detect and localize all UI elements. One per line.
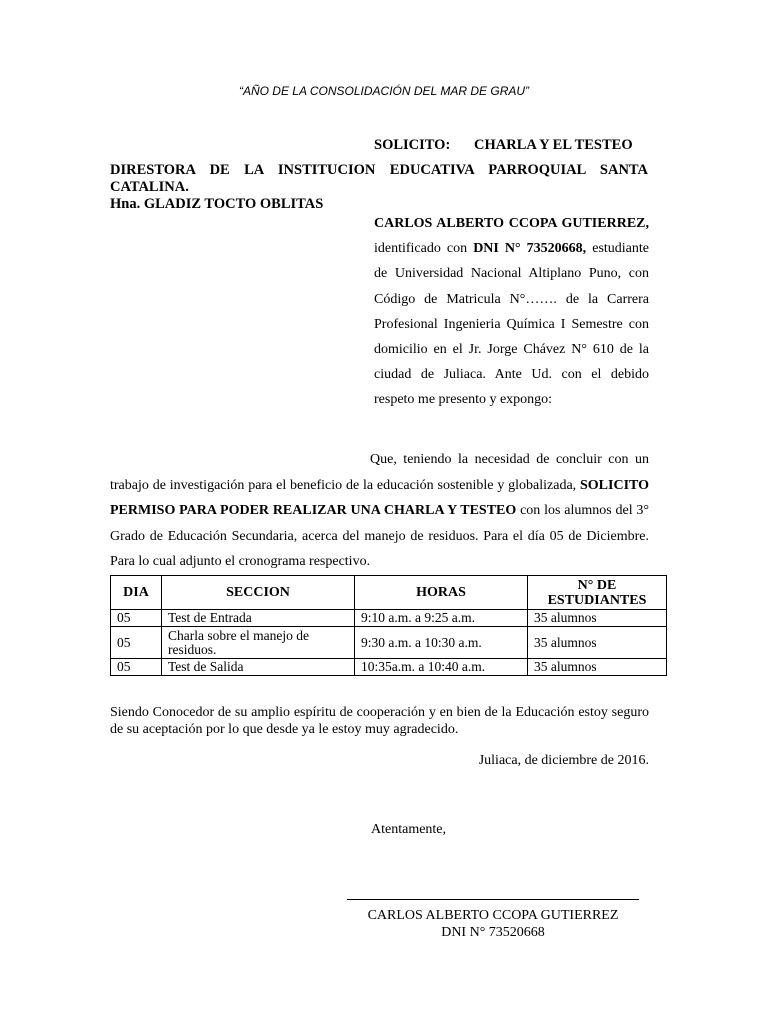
- signature-block: [347, 907, 639, 941]
- table-row: [111, 610, 667, 627]
- cell-estudiantes: 35 alumnos: [528, 659, 667, 676]
- regards-text: Atentamente,: [371, 822, 447, 837]
- header-horas: HORAS: [355, 576, 528, 610]
- cell-dia: 05: [111, 610, 162, 627]
- addressee-institution: DIRESTORA DE LA INSTITUCION EDUCATIVA PARROQUIAL SANTA CATALINA.: [110, 162, 648, 195]
- header-seccion: SECCION: [162, 576, 355, 610]
- request-text-2: con los alumnos del 3° Grado de Educación Secundaria, acerca del manejo de residuos. Para el día 05 de Diciembre. Para lo cual adjunto el cronograma respectivo.: [110, 503, 649, 569]
- applicant-dni: DNI N° 73520668,: [473, 241, 587, 257]
- cell-dia: 05: [111, 627, 162, 659]
- cell-horas: 9:30 a.m. a 10:30 a.m.: [355, 627, 528, 659]
- table-header-row: [111, 576, 667, 610]
- request-text-1: Que, teniendo la necesidad de concluir con un trabajo de investigación para el beneficio de la educación sostenible y globalizada,: [110, 452, 649, 493]
- cell-horas: 10:35a.m. a 10:40 a.m.: [355, 659, 528, 676]
- date-line: Juliaca, de diciembre de 2016.: [478, 753, 649, 768]
- header-dia: DIA: [111, 576, 162, 610]
- subject-line: [374, 137, 633, 154]
- addressee-name: Hna. GLADIZ TOCTO OBLITAS: [110, 196, 324, 212]
- cell-estudiantes: 35 alumnos: [528, 627, 667, 659]
- signer-dni: DNI N° 73520668: [441, 925, 545, 940]
- cell-horas: 9:10 a.m. a 9:25 a.m.: [355, 610, 528, 627]
- closing-paragraph: Siendo Conocedor de su amplio espíritu de cooperación y en bien de la Educación estoy seguro de su aceptación por lo que desde ya le estoy muy agradecido.: [110, 705, 649, 737]
- cell-seccion: Charla sobre el manejo de residuos.: [162, 627, 355, 659]
- introduction-paragraph: [374, 211, 649, 413]
- signer-name: CARLOS ALBERTO CCOPA GUTIERREZ: [367, 908, 619, 923]
- intro-text-1: identificado con: [374, 241, 474, 257]
- year-motto: “AÑO DE LA CONSOLIDACIÓN DEL MAR DE GRAU”: [238, 84, 530, 98]
- cell-estudiantes: 35 alumnos: [528, 610, 667, 627]
- cell-seccion: Test de Salida: [162, 659, 355, 676]
- intro-text-2: estudiante de Universidad Nacional Altiplano Puno, con Código de Matricula N°……. de la Carrera Profesional Ingenieria Química I Semestre con domicilio en el Jr. Jorge Chávez N° 610 de la ciudad de Juliaca. Ante Ud. con el debido respeto me presento y expongo:: [374, 241, 649, 408]
- signature-line: [347, 899, 639, 900]
- table-row: [111, 627, 667, 659]
- subject-label: SOLICITO:: [374, 137, 451, 153]
- request-paragraph: [110, 447, 649, 575]
- cell-dia: 05: [111, 659, 162, 676]
- request-highlight: SOLICITO PERMISO PARA PODER REALIZAR UNA CHARLA Y TESTEO: [110, 477, 649, 518]
- table-row: [111, 659, 667, 676]
- subject-value: CHARLA Y EL TESTEO: [474, 137, 633, 153]
- cell-seccion: Test de Entrada: [162, 610, 355, 627]
- header-estudiantes: N° DE ESTUDIANTES: [528, 576, 667, 610]
- schedule-table: [110, 575, 667, 676]
- applicant-name: CARLOS ALBERTO CCOPA GUTIERREZ,: [374, 216, 649, 231]
